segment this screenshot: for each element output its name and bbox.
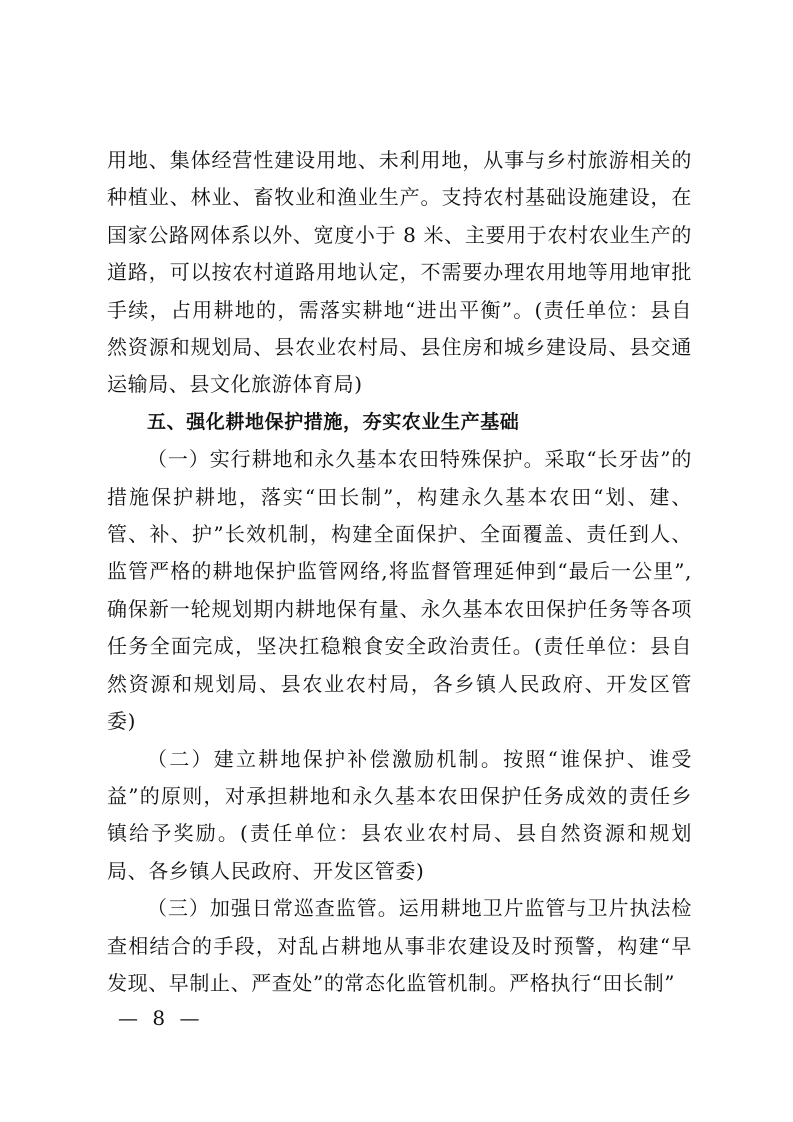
paragraph-continuation: 用地、集体经营性建设用地、未利用地，从事与乡村旅游相关的种植业、林业、畜牧业和渔业生产。支持农村基础设施建设，在国家公路网体系以外、宽度小于 8 米、主要用于农村农业生产的道路，可以按农村道路用地认定，不需要办理农用地等用地审批手续，占用耕地的，需落实耕地“进出平衡”。(责任单位：县自然资源和规划局、县农业农村局、县住房和城乡建设局、县交通运输局、县文化旅游体育局) [107, 148, 692, 397]
paragraph-compensation-mechanism: （二）建立耕地保护补偿激励机制。按照“谁保护、谁受益”的原则，对承担耕地和永久基本农田保护任务成效的责任乡镇给予奖励。(责任单位：县农业农村局、县自然资源和规划局、各乡镇人民政府、开发区管委) [107, 746, 692, 883]
page-number: — 8 — [118, 1006, 204, 1030]
paragraph-daily-inspection: （三）加强日常巡查监管。运用耕地卫片监管与卫片执法检查相结合的手段，对乱占耕地从事非农建设及时预警，构建“早发现、早制止、严查处”的常态化监管机制。严格执行“田长制” [107, 896, 692, 995]
paragraph-farmland-protection: （一）实行耕地和永久基本农田特殊保护。采取“长牙齿”的措施保护耕地，落实“田长制”，构建永久基本农田“划、建、管、补、护”长效机制，构建全面保护、全面覆盖、责任到人、监管严格的耕地保护监管网络,将监督管理延伸到“最后一公里”,确保新一轮规划期内耕地保有量、永久基本农田保护任务等各项任务全面完成，坚决扛稳粮食安全政治责任。(责任单位：县自然资源和规划局、县农业农村局，各乡镇人民政府、开发区管委) [107, 447, 692, 734]
section-heading: 五、强化耕地保护措施，夯实农业生产基础 [147, 410, 520, 433]
document-body [107, 142, 692, 1002]
